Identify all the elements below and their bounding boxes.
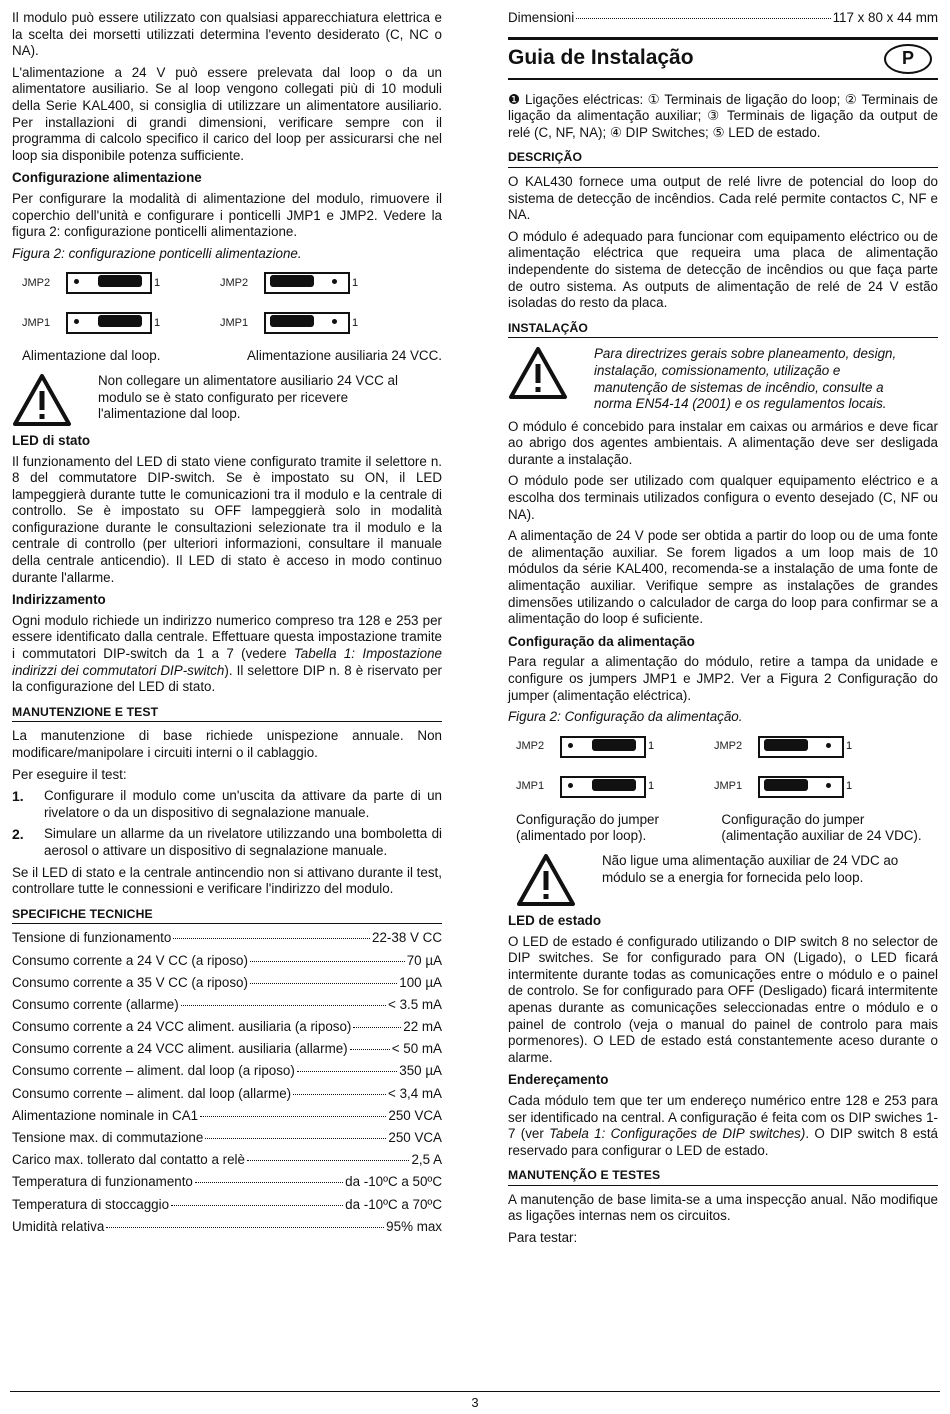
- spec-row: [12, 1197, 442, 1214]
- figure-label-aux: Alimentazione ausiliaria 24 VCC.: [246, 348, 442, 364]
- spec-label: Consumo corrente a 24 VCC aliment. ausiliaria (a riposo): [12, 1019, 352, 1035]
- test-step: [12, 788, 442, 821]
- step-text: Configurare il modulo come un'uscita da attivare da parte di un rivelatore o da un dispositivo di segnalazione manuale.: [44, 788, 442, 820]
- addressing-paragraph: [12, 613, 442, 696]
- spec-value: 22-38 V CC: [372, 930, 442, 946]
- warning-icon: [508, 346, 568, 400]
- step-number: 2.: [12, 826, 24, 843]
- step-number: 1.: [12, 788, 24, 805]
- jmp1-label: JMP1: [714, 780, 743, 793]
- figure-label-loop: Configuração do jumper (alimentado por loop).: [516, 811, 659, 844]
- jumper-diagram-aux: [714, 736, 864, 798]
- figure-label-aux: Configuração do jumper (alimentação auxiliar de 24 VDC).: [721, 811, 922, 844]
- jumper-diagram-loop: [22, 272, 172, 334]
- installation-paragraph-2: O módulo pode ser utilizado com qualquer equipamento eléctrico e a escolha dos terminais utilizados configura o evento desejado (C, NF ou NA).: [508, 473, 938, 522]
- jmp1-label: JMP1: [22, 317, 51, 330]
- led-paragraph: O LED de estado é configurado utilizando o DIP switch 8 no selector de DIP switches. Se for configurado para ON (Ligado), o LED ficará intermitente durante todas as comunicações entre o módulo e o painel de controlo. Se for configurado para OFF (Desligado) ficará intermitente apenas durante as comunicações seleccionadas entre o módulo e o painel de controlo (veja o manual do painel de controlo para mais pormenores). O LED de estado está constantemente aceso durante o alarme.: [508, 933, 938, 1065]
- warning-text: Não ligue uma alimentação auxiliar de 24 VDC ao módulo se a energia for fornecida pelo loop.: [602, 852, 899, 885]
- jmp1-label: JMP1: [220, 317, 249, 330]
- spec-value: 350 µA: [399, 1063, 442, 1079]
- jmp2-label: JMP2: [516, 740, 545, 753]
- intro-paragraph-2: L'alimentazione a 24 V può essere prelevata dal loop o da un alimentatore ausiliario. Se al loop vengono collegati più di 10 moduli della Serie KAL400, si consiglia di utilizzare un alimentatore ausiliario. Per installazioni di grandi dimensioni, verificare sempre con il programma di calcolo specifico il carico del loop per assicurarsi che nel loop sia disponibile potenza sufficiente.: [12, 64, 442, 163]
- maintenance-paragraph: A manutenção de base limita-se a uma inspecção anual. Não modifique as ligações internas nem os circuitos.: [508, 1191, 938, 1224]
- spec-value: < 3,4 mA: [388, 1085, 442, 1101]
- spec-label: Consumo corrente a 24 VCC aliment. ausiliaria (allarme): [12, 1041, 348, 1057]
- installation-paragraph-1: O módulo é concebido para instalar em caixas ou armários e deve ficar ao abrigo dos agentes ambientais. A alimentação deve ser desligada durante a instalação.: [508, 418, 938, 467]
- guide-title-bar: [508, 37, 938, 80]
- spec-value: 22 mA: [403, 1019, 442, 1035]
- maintenance-paragraph: La manutenzione di base richiede unispezione annuale. Non modificare/manipolare i circuiti interni o il cablaggio.: [12, 728, 442, 760]
- jmp2-label: JMP2: [220, 277, 249, 290]
- jumper-block-jmp2: [264, 272, 350, 294]
- specs-list: [12, 930, 442, 1235]
- spec-row: [12, 1174, 442, 1191]
- pin-one-label: 1: [648, 740, 655, 753]
- spec-label: Consumo corrente (allarme): [12, 996, 179, 1012]
- jmp2-label: JMP2: [714, 740, 743, 753]
- maintenance-paragraph-final: Se il LED di stato e la centrale antincendio non si attivano durante il test, controllare tutte le connessioni e verificare l'indirizzo del modulo.: [12, 864, 442, 897]
- led-paragraph: Il funzionamento del LED di stato viene configurato tramite il selettore n. 8 del commutatore DIP-switch. Se è impostato su ON, il LED lampeggierà durante tutte le comunicazioni tra il modulo e la centrale di controllo. Se è impostato su OFF lampeggierà solo in modalità configurazione durante le consultazioni selezionate tra il modulo e la centrale di controllo (per ulteriori informazioni, consultare il manuale della centrale anticendio). Il LED di stato è acceso in modo continuo durante l'allarme.: [12, 453, 442, 585]
- specs-heading: SPECIFICHE TECNICHE: [12, 906, 442, 925]
- spec-value: < 50 mA: [391, 1041, 442, 1057]
- addressing-heading: Endereçamento: [508, 1072, 609, 1088]
- description-paragraph-2: O módulo é adequado para funcionar com equipamento eléctrico ou de alimentação eléctrica que requeira uma placa de alimentação independente do sistema de detecção de incêndios ou que faça parte de outro sistema. As outputs de alimentação de relé de 24 V estão isoladas do resto da placa.: [508, 228, 938, 311]
- spec-value: da -10ºC a 70ºC: [345, 1196, 442, 1212]
- figure-label-loop: Alimentazione dal loop.: [22, 348, 161, 364]
- jumper-block-jmp2: [66, 272, 152, 294]
- step-text: Simulare un allarme da un rivelatore utilizzando una bomboletta di aerosol o attivare un dispositivo di segnalazione manuale.: [44, 826, 442, 858]
- spec-row: [12, 997, 442, 1014]
- addressing-text-end: ). Il selettore DIP n. 8 è riservato per la configurazione del LED di stato.: [12, 662, 442, 695]
- led-heading: LED de estado: [508, 912, 602, 928]
- test-intro: Para testar:: [508, 1230, 578, 1246]
- legend-paragraph: ❶ Ligações eléctricas: ① Terminais de ligação do loop; ② Terminais de ligação da alimentação auxiliar; ③ Terminais de ligação da output de relé (C, NF, NA); ④ DIP Switches; ⑤ LED de estado.: [508, 91, 938, 140]
- jumper-figure-labels: [22, 348, 442, 365]
- spec-value: 250 VCA: [388, 1107, 442, 1123]
- pin-one-label: 1: [352, 317, 359, 330]
- installation-paragraph-3: A alimentação de 24 V pode ser obtida a partir do loop ou de uma fonte de alimentação auxiliar. Se forem ligados a um loop mais de 10 módulos da série KAL400, recomenda-se a instalação de uma fonte de alimentação auxiliar. Verifique sempre as instalações de grandes dimensões utilizando o calculador de carga do loop para confirmar se a alimentação do loop é suficiente.: [508, 528, 938, 627]
- spec-label: Temperatura di stoccaggio: [12, 1196, 170, 1212]
- installation-heading: INSTALAÇÃO: [508, 320, 938, 339]
- addressing-text: Ogni modulo richiede un indirizzo numerico compreso tra 128 e 253 per essere identificato dalla centrale. Effettuare questa impostazione tramite i commutatori DIP-switch da 1 a 7 (vedere: [12, 612, 442, 662]
- power-config-paragraph: Per configurare la modalità di alimentazione del modulo, rimuovere il coperchio dell'unità e configurare i ponticelli JMP1 e JMP2. Vedere la figura 2: configurazione ponticelli alimentazione.: [12, 190, 442, 240]
- jumper-figure: [516, 736, 938, 798]
- jumper-diagram-aux: [220, 272, 370, 334]
- spec-value: < 3.5 mA: [388, 996, 442, 1012]
- pin-one-label: 1: [154, 277, 161, 290]
- jmp1-label: JMP1: [516, 780, 545, 793]
- power-config-heading: Configurazione alimentazione: [12, 170, 202, 186]
- spec-row: [12, 1108, 442, 1125]
- spec-row: [12, 1130, 442, 1147]
- pin-one-label: 1: [846, 780, 853, 793]
- pin-one-label: 1: [648, 780, 655, 793]
- spec-label: Consumo corrente – aliment. dal loop (a riposo): [12, 1063, 295, 1079]
- spec-label: Alimentazione nominale in CA1: [12, 1107, 199, 1123]
- jumper-diagram-loop: [516, 736, 666, 798]
- spec-label: Tensione di funzionamento: [12, 930, 172, 946]
- jmp2-label: JMP2: [22, 277, 51, 290]
- guide-title: Guia de Instalação: [508, 46, 694, 70]
- spec-row: [12, 1152, 442, 1169]
- led-heading: LED di stato: [12, 432, 91, 448]
- spec-label: Consumo corrente – aliment. dal loop (allarme): [12, 1085, 292, 1101]
- spec-value: 70 µA: [406, 952, 442, 968]
- spec-row: [12, 1219, 442, 1236]
- spec-row: [12, 1019, 442, 1036]
- spec-row: [12, 1063, 442, 1080]
- description-heading: DESCRIÇÃO: [508, 149, 938, 168]
- jumper-block-jmp2: [560, 736, 646, 758]
- warning-block: [12, 373, 442, 427]
- language-badge: P: [884, 44, 932, 74]
- test-intro: Per eseguire il test:: [12, 766, 127, 782]
- footer-rule: [10, 1391, 940, 1392]
- spec-row: [12, 930, 442, 947]
- power-config-heading: Configuração da alimentação: [508, 633, 695, 649]
- addressing-paragraph: [508, 1093, 938, 1159]
- addressing-heading: Indirizzamento: [12, 592, 106, 608]
- addressing-table-ref: Tabela 1: Configurações de DIP switches): [549, 1126, 806, 1142]
- spec-row: [12, 975, 442, 992]
- jumper-figure: [22, 272, 442, 334]
- spec-row: [12, 953, 442, 970]
- spec-value: 95% max: [386, 1218, 442, 1234]
- spec-row: [12, 1086, 442, 1103]
- description-paragraph-1: O KAL430 fornece uma output de relé livre de potencial do loop do sistema de detecção de incêndios. Cada relé permite contactos C, NF e NA.: [508, 173, 938, 223]
- pin-one-label: 1: [846, 740, 853, 753]
- spec-label: Consumo corrente a 24 V CC (a riposo): [12, 952, 248, 968]
- dimensions-row: [508, 10, 938, 27]
- maintenance-heading: MANUTENÇÃO E TESTES: [508, 1167, 938, 1186]
- jumper-block-jmp1: [66, 312, 152, 334]
- warning-text: Non collegare un alimentatore ausiliario 24 VCC al modulo se è stato configurato per ricevere l'alimentazione dal loop.: [98, 372, 398, 422]
- test-step: [12, 826, 442, 859]
- spec-label: Temperatura di funzionamento: [12, 1174, 193, 1190]
- warning-block: [516, 853, 938, 907]
- spec-label: Tensione max. di commutazione: [12, 1130, 204, 1146]
- jumper-block-jmp1: [264, 312, 350, 334]
- installation-warning-block: [508, 346, 938, 412]
- maintenance-heading: MANUTENZIONE E TEST: [12, 704, 442, 723]
- addressing-table-ref: Tabella 1: Impostazione indirizzi dei commutatori DIP-switch: [12, 646, 442, 678]
- dimensions-label: Dimensioni: [508, 10, 575, 25]
- left-column: [12, 10, 442, 1241]
- right-column: [508, 10, 938, 1252]
- jumper-figure-labels: [516, 812, 938, 845]
- power-config-paragraph: Para regular a alimentação do módulo, retire a tampa da unidade e configure os jumpers JMP1 e JMP2. Ver a Figura 2 Configuração do jumper (alimentação eléctrica).: [508, 654, 938, 703]
- dimensions-value: 117 x 80 x 44 mm: [832, 10, 938, 25]
- jumper-block-jmp2: [758, 736, 844, 758]
- intro-paragraph-1: Il modulo può essere utilizzato con qualsiasi apparecchiatura elettrica e la scelta dei morsetti utilizzati determina l'evento desiderato (C, NC o NA).: [12, 10, 442, 59]
- pin-one-label: 1: [154, 317, 161, 330]
- addressing-text: Cada módulo tem que ter um endereço numérico entre 128 e 253 para ser identificado na central. A configuração é feita com os DIP swiches 1-7 (ver: [508, 1092, 938, 1142]
- installation-warning-text: Para directrizes gerais sobre planeamento, design, instalação, comissionamento, utilização e manutenção de sistemas de incêndio, consulte a norma EN54-14 (2001) e os regulamentos locais.: [594, 346, 897, 412]
- addressing-text-end: . O DIP switch 8 está reservado para configurar o LED de estado.: [508, 1126, 938, 1158]
- spec-label: Umidità relativa: [12, 1218, 105, 1234]
- spec-value: 100 µA: [399, 974, 442, 990]
- spec-row: [12, 1041, 442, 1058]
- spec-label: Carico max. tollerato dal contatto a relè: [12, 1152, 245, 1168]
- spec-label: Consumo corrente a 35 V CC (a riposo): [12, 974, 248, 990]
- spec-value: da -10ºC a 50ºC: [345, 1174, 442, 1190]
- warning-icon: [516, 853, 576, 907]
- figure-caption: Figura 2: Configuração da alimentação.: [508, 709, 743, 725]
- spec-value: 250 VCA: [388, 1130, 442, 1146]
- pin-one-label: 1: [352, 277, 359, 290]
- warning-icon: [12, 373, 72, 427]
- page-number: 3: [471, 1395, 479, 1410]
- jumper-block-jmp1: [560, 776, 646, 798]
- spec-value: 2,5 A: [411, 1152, 442, 1168]
- jumper-block-jmp1: [758, 776, 844, 798]
- figure-caption: Figura 2: configurazione ponticelli alimentazione.: [12, 245, 302, 261]
